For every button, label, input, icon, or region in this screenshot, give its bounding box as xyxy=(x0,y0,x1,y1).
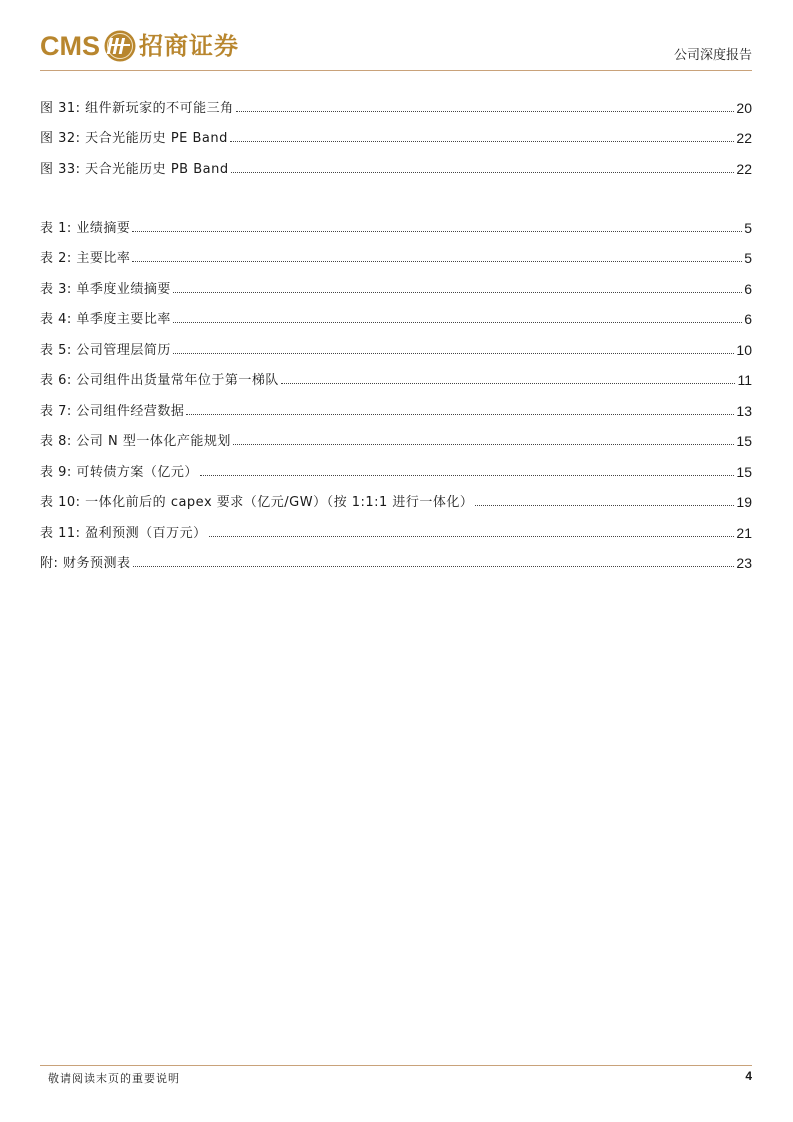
toc-table-entry[interactable] xyxy=(40,297,752,328)
toc-dot-leader xyxy=(475,505,734,506)
logo-latin-text: CMS xyxy=(40,31,100,61)
toc-entry-label: 表 2: 主要比率 xyxy=(40,251,131,266)
toc-entry-page: 5 xyxy=(744,250,752,266)
company-logo xyxy=(40,26,239,66)
footer-divider xyxy=(40,1065,752,1066)
toc-table-entry[interactable] xyxy=(40,510,752,541)
toc-dot-leader xyxy=(281,383,736,384)
toc-entry-label: 表 3: 单季度业绩摘要 xyxy=(40,281,171,297)
logo-chinese-text: 招商证券 xyxy=(139,31,239,60)
toc-entry-label: 图 32: 天合光能历史 PE Band xyxy=(40,131,228,146)
toc-entry-label: 图 31: 组件新玩家的不可能三角 xyxy=(40,100,234,116)
toc-table-entry[interactable] xyxy=(40,205,752,236)
header-divider xyxy=(40,70,752,71)
toc-entry-page: 22 xyxy=(736,160,752,177)
toc-entry-label: 表 6: 公司组件出货量常年位于第一梯队 xyxy=(40,373,279,388)
toc-dot-leader xyxy=(200,475,735,476)
toc-entry-page: 20 xyxy=(736,99,752,116)
toc-dot-leader xyxy=(173,322,742,323)
toc-dot-leader xyxy=(132,261,742,262)
toc-entry-label: 图 33: 天合光能历史 PB Band xyxy=(40,161,229,177)
toc-table-entry[interactable] xyxy=(40,419,752,450)
toc-entry-label: 表 11: 盈利预测（百万元） xyxy=(40,525,207,541)
toc-dot-leader xyxy=(209,536,735,537)
toc-entry-page: 15 xyxy=(736,433,752,449)
page-header xyxy=(40,26,752,72)
toc-entry-label: 表 8: 公司 N 型一体化产能规划 xyxy=(40,434,231,449)
toc-dot-leader xyxy=(173,353,735,354)
toc-entry-page: 5 xyxy=(744,219,752,236)
toc-table-entry[interactable] xyxy=(40,449,752,480)
toc-dot-leader xyxy=(173,292,742,293)
toc-dot-leader xyxy=(230,141,735,142)
toc-entry-label: 表 9: 可转债方案（亿元） xyxy=(40,464,198,480)
toc-table-entry[interactable] xyxy=(40,266,752,297)
page-number: 4 xyxy=(745,1069,752,1083)
toc-dot-leader xyxy=(236,111,735,112)
toc-dot-leader xyxy=(231,172,735,173)
toc-entry-page: 22 xyxy=(736,130,752,146)
toc-entry-page: 11 xyxy=(737,372,752,388)
toc-figure-entry[interactable] xyxy=(40,146,752,177)
toc-dot-leader xyxy=(186,414,734,415)
logo-emblem-icon xyxy=(103,29,137,63)
toc-entry-page: 13 xyxy=(736,402,752,419)
toc-entry-page: 15 xyxy=(736,463,752,480)
toc-table-entry[interactable] xyxy=(40,236,752,267)
toc-entry-page: 23 xyxy=(736,555,752,571)
toc-table-entry[interactable] xyxy=(40,388,752,419)
toc-entry-label: 表 10: 一体化前后的 capex 要求（亿元/GW）（按 1:1:1 进行一体化） xyxy=(40,495,474,510)
toc-table-entry[interactable] xyxy=(40,541,752,572)
toc-entry-page: 6 xyxy=(744,280,752,297)
toc-figure-entry[interactable] xyxy=(40,85,752,116)
figure-index-list xyxy=(40,85,752,177)
toc-entry-page: 19 xyxy=(736,494,752,510)
footer-disclaimer: 敬请阅读末页的重要说明 xyxy=(48,1072,180,1085)
toc-entry-label: 表 1: 业绩摘要 xyxy=(40,220,131,236)
toc-entry-label: 表 5: 公司管理层简历 xyxy=(40,342,171,358)
toc-entry-page: 21 xyxy=(736,524,752,541)
toc-table-entry[interactable] xyxy=(40,358,752,389)
toc-dot-leader xyxy=(133,566,735,567)
toc-entry-page: 10 xyxy=(736,341,752,358)
toc-entry-page: 6 xyxy=(744,311,752,327)
report-type-label: 公司深度报告 xyxy=(673,48,752,63)
toc-dot-leader xyxy=(132,231,742,232)
toc-table-entry[interactable] xyxy=(40,327,752,358)
toc-entry-label: 表 4: 单季度主要比率 xyxy=(40,312,171,327)
toc-figure-entry[interactable] xyxy=(40,116,752,147)
toc-dot-leader xyxy=(233,444,735,445)
table-index-list xyxy=(40,205,752,571)
toc-entry-label: 表 7: 公司组件经营数据 xyxy=(40,403,185,419)
toc-table-entry[interactable] xyxy=(40,480,752,511)
toc-entry-label: 附: 财务预测表 xyxy=(40,556,131,571)
